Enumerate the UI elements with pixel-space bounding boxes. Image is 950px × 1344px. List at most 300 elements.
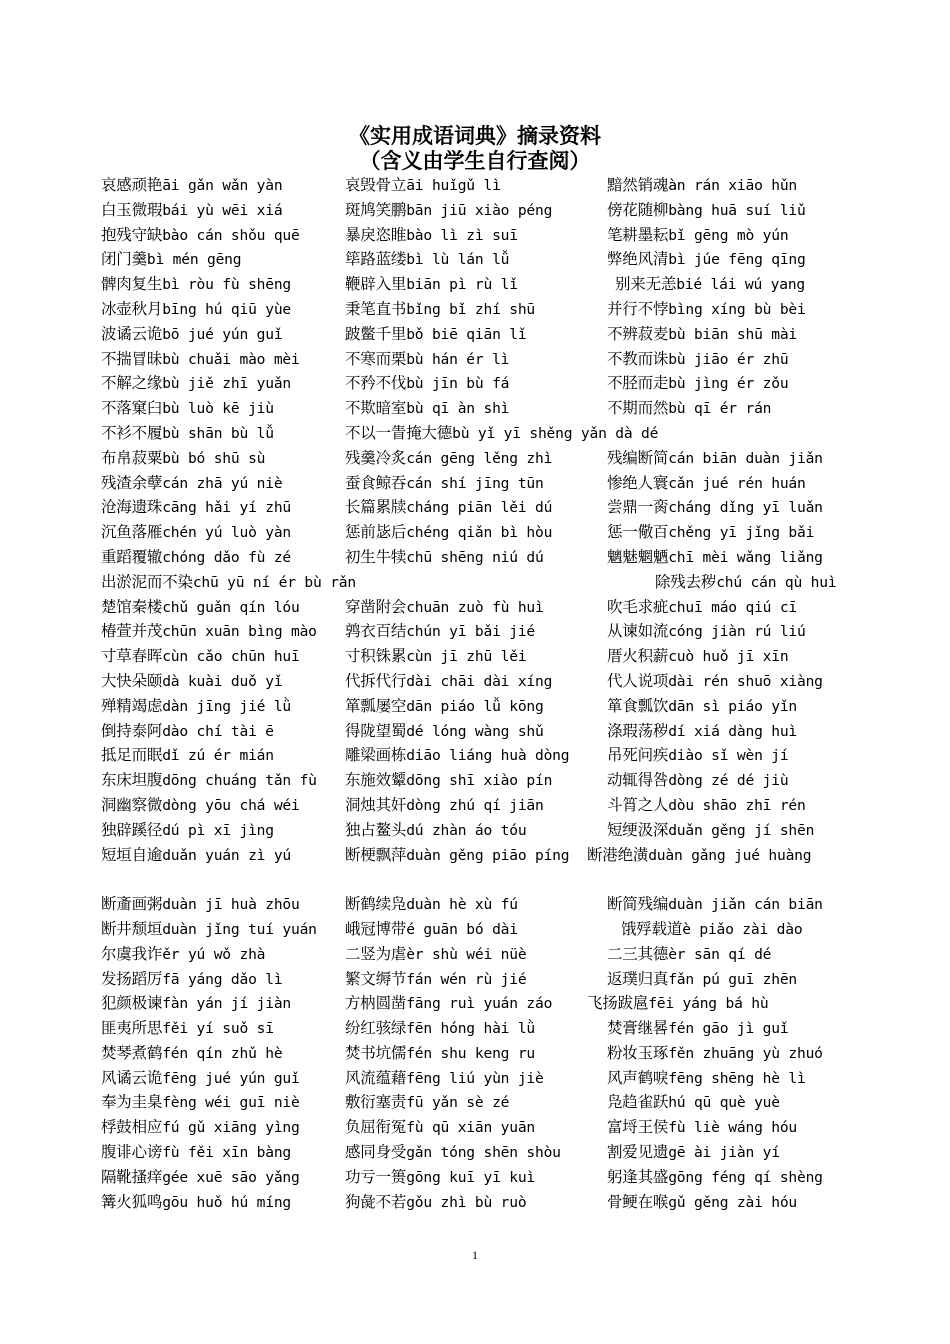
pinyin-text: bù hán ér lì (406, 350, 510, 368)
idiom-entry (345, 694, 544, 720)
pinyin-text: cán gēng lěng zhì (406, 449, 553, 467)
idiom-entry (345, 892, 518, 918)
idiom-text: 跛鳖千里 (345, 324, 407, 343)
idiom-entry (101, 347, 300, 373)
idiom-row (101, 619, 881, 644)
pinyin-text: chóng dǎo fù zé (162, 548, 291, 566)
pinyin-text: bīng hú qiū yùe (162, 300, 291, 318)
idiom-row (101, 347, 881, 372)
idiom-text: 风流蕴藉 (345, 1068, 407, 1087)
idiom-row (101, 247, 881, 272)
pinyin-text: cùn cǎo chūn huī (162, 648, 300, 666)
idiom-text: 布帛菽粟 (101, 448, 163, 467)
pinyin-text: dài rén shuō xiàng (668, 672, 823, 690)
idiom-text: 断港绝潢 (587, 845, 649, 864)
idiom-entry (607, 545, 823, 571)
idiom-text: 不胫而走 (607, 374, 669, 393)
pinyin-text: chéng qiǎn bì hòu (406, 524, 553, 542)
idiom-text: 断简残编 (607, 895, 669, 914)
pinyin-text: fèng wéi guī niè (162, 1094, 300, 1112)
pinyin-text: cóng jiàn rú liú (668, 623, 806, 641)
idiom-text: 二竖为虐 (345, 944, 407, 963)
pinyin-text: è piǎo zài dào (682, 920, 803, 938)
idiom-text: 不衫不履 (101, 423, 163, 442)
pinyin-text: gée xuē sāo yǎng (162, 1168, 300, 1186)
idiom-entry (607, 1115, 797, 1141)
pinyin-text: ěr yú wǒ zhà (162, 945, 266, 963)
idiom-text: 残羹冷炙 (345, 448, 407, 467)
idiom-text: 别来无恙 (615, 275, 677, 294)
idiom-text: 重蹈覆辙 (101, 547, 163, 566)
idiom-text: 不以一眚掩大德 (345, 423, 453, 442)
idiom-entry (101, 991, 291, 1017)
pinyin-text: bù qī ér rán (668, 400, 772, 418)
pinyin-text: chuī máo qiú cī (668, 598, 797, 616)
idiom-text: 涤瑕荡秽 (607, 721, 669, 740)
idiom-entry (345, 991, 552, 1017)
idiom-row (101, 272, 881, 297)
idiom-row (101, 173, 881, 198)
idiom-entry (101, 619, 317, 645)
idiom-entry (607, 694, 797, 720)
idiom-row (101, 1016, 881, 1041)
pinyin-text: fù fěi xīn bàng (162, 1144, 291, 1162)
idiom-entry (607, 644, 788, 670)
idiom-entry (345, 347, 509, 373)
idiom-entry (607, 1016, 788, 1042)
idiom-text: 残渣余孽 (101, 473, 163, 492)
idiom-entry (345, 768, 552, 794)
idiom-text: 断齑画粥 (101, 895, 163, 914)
idiom-entry (101, 297, 291, 323)
idiom-entry (101, 1165, 300, 1191)
idiom-row (101, 1066, 881, 1091)
pinyin-text: dān piáo lǚ kōng (406, 697, 544, 715)
idiom-entry (587, 991, 768, 1017)
pinyin-text: bō jué yún guǐ (162, 325, 283, 343)
pinyin-text: fēng shēng hè lì (668, 1069, 806, 1087)
idiom-entry (101, 520, 291, 546)
pinyin-text: bù jìng ér zǒu (668, 375, 789, 393)
idiom-text: 犯颜极谏 (101, 994, 163, 1013)
pinyin-text: fěn zhuāng yù zhuó (668, 1044, 823, 1062)
idiom-text: 断梗飘萍 (345, 845, 407, 864)
idiom-text: 倒持泰阿 (101, 721, 163, 740)
idiom-row (101, 495, 881, 520)
idiom-row (101, 322, 881, 347)
idiom-entry (101, 694, 291, 720)
idiom-text: 隔靴搔痒 (101, 1167, 163, 1186)
idiom-entry (101, 1190, 291, 1216)
pinyin-text: fēn hóng hài lǜ (406, 1020, 535, 1038)
pinyin-text: fā yáng dǎo lì (162, 970, 283, 988)
pinyin-text: dǐ zú ér mián (162, 747, 274, 765)
idiom-text: 割爱见遗 (607, 1143, 669, 1162)
page-number: 1 (472, 1248, 478, 1262)
idiom-entry (345, 669, 552, 695)
idiom-text: 秉笔直书 (345, 299, 407, 318)
idiom-text: 厝火积薪 (607, 647, 669, 666)
idiom-text: 断鹤续凫 (345, 895, 407, 914)
idiom-text: 不教而诛 (607, 349, 669, 368)
idiom-row (101, 396, 881, 421)
pinyin-text: biān pì rù lǐ (406, 276, 518, 294)
idiom-text: 桴鼓相应 (101, 1118, 163, 1137)
idiom-row (101, 545, 881, 570)
idiom-row (101, 1140, 881, 1165)
idiom-text: 髀肉复生 (101, 275, 163, 294)
pinyin-text: bù yǐ yī shěng yǎn dà dé (452, 424, 659, 442)
pinyin-text: gōng kuī yī kuì (406, 1168, 535, 1186)
idiom-row (101, 198, 881, 223)
idiom-text: 不落窠臼 (101, 399, 163, 418)
idiom-entry (101, 471, 282, 497)
idiom-text: 方枘圆凿 (345, 994, 407, 1013)
idiom-entry (607, 223, 788, 249)
idiom-entry (101, 272, 291, 298)
idiom-entry (345, 743, 569, 769)
idiom-entry (345, 446, 552, 472)
idiom-entry (101, 1140, 291, 1166)
idiom-row (101, 694, 881, 719)
idiom-entry (101, 1090, 300, 1116)
idiom-entry (345, 967, 526, 993)
idiom-text: 惩一儆百 (607, 523, 669, 542)
idiom-text: 短绠汲深 (607, 820, 669, 839)
pinyin-text: dào chí tài ē (162, 722, 274, 740)
idiom-entry (607, 595, 797, 621)
pinyin-text: gǔ gěng zài hóu (668, 1193, 797, 1211)
idiom-entry (345, 942, 526, 968)
idiom-text: 吊死问疾 (607, 746, 669, 765)
pinyin-text: dān sì piáo yǐn (668, 697, 797, 715)
idiom-row (101, 595, 881, 620)
idiom-text: 从谏如流 (607, 622, 669, 641)
idiom-entry (655, 570, 836, 596)
idiom-entry (607, 967, 797, 993)
pinyin-text: bù qī àn shì (406, 400, 510, 418)
pinyin-text: chén yú luò yàn (162, 524, 291, 542)
idiom-text: 哀毁骨立 (345, 176, 407, 194)
pinyin-text: fēng liú yùn jiè (406, 1069, 544, 1087)
idiom-entry (345, 247, 509, 273)
pinyin-text: cán shí jīng tūn (406, 474, 544, 492)
idiom-entry (607, 371, 788, 397)
pinyin-text: fén qín zhǔ hè (162, 1044, 283, 1062)
pinyin-text: bào cán shǒu quē (162, 226, 300, 244)
idiom-entry (101, 669, 282, 695)
idiom-row (101, 297, 881, 322)
pinyin-text: duǎn yuán zì yú (162, 846, 291, 864)
idiom-text: 洞烛其奸 (345, 795, 407, 814)
pinyin-text: chěng yī jǐng bǎi (668, 524, 815, 542)
idiom-entry (607, 818, 814, 844)
idiom-text: 寸草春晖 (101, 647, 163, 666)
idiom-text: 沉鱼落雁 (101, 523, 163, 542)
idiom-text: 寸积铢累 (345, 647, 407, 666)
idiom-row (101, 991, 881, 1016)
pinyin-text: bì lù lán lǚ (406, 251, 510, 269)
document-subtitle: （含义由学生自行查阅） (359, 148, 591, 173)
idiom-entry (345, 1115, 535, 1141)
idiom-entry (607, 669, 823, 695)
idiom-entry (345, 1041, 535, 1067)
pinyin-text: cāng hǎi yí zhū (162, 499, 291, 517)
pinyin-text: fǎn pú guī zhēn (668, 970, 797, 988)
pinyin-text: āi huǐgǔ lì (406, 177, 501, 194)
idiom-row (101, 223, 881, 248)
pinyin-text: gōu huǒ hú míng (162, 1193, 291, 1211)
idiom-text: 斗筲之人 (607, 795, 669, 814)
idiom-entry (607, 793, 806, 819)
pinyin-text: chún yī bǎi jié (406, 623, 535, 641)
pinyin-text: āi gǎn wǎn yàn (162, 177, 283, 194)
idiom-entry (607, 347, 788, 373)
idiom-entry (345, 644, 526, 670)
pinyin-text: gē ài jiàn yí (668, 1144, 780, 1162)
idiom-entry (345, 297, 535, 323)
pinyin-text: cǎn jué rén huán (668, 474, 806, 492)
pinyin-text: bǒ biē qiān lǐ (406, 325, 527, 343)
idiom-entry (607, 942, 771, 968)
idiom-text: 纷红骇绿 (345, 1019, 407, 1038)
idiom-row (101, 669, 881, 694)
idiom-entry (607, 247, 806, 273)
pinyin-text: bié lái wú yang (676, 276, 805, 294)
idiom-text: 鞭辟入里 (345, 275, 407, 294)
idiom-text: 风谲云诡 (101, 1068, 163, 1087)
idiom-text: 抵足而眠 (101, 746, 163, 765)
idiom-entry (607, 1090, 780, 1116)
pinyin-text: bù jiě zhī yuǎn (162, 375, 291, 393)
idiom-row (101, 471, 881, 496)
idiom-text: 独辟蹊径 (101, 820, 163, 839)
pinyin-text: bǐ gēng mò yún (668, 226, 789, 244)
pinyin-text: fāng ruì yuán záo (406, 995, 553, 1013)
idiom-entry (101, 223, 300, 249)
idiom-text: 峨冠博带 (345, 919, 407, 938)
idiom-entry (101, 793, 300, 819)
idiom-text: 箪食瓢饮 (607, 696, 669, 715)
pinyin-text: bì ròu fù shēng (162, 276, 291, 294)
idiom-entry (621, 917, 802, 943)
idiom-text: 洞幽察微 (101, 795, 163, 814)
idiom-entry (345, 396, 509, 422)
pinyin-text: diāo liáng huà dòng (406, 747, 570, 765)
idiom-entry (615, 272, 805, 298)
idiom-text: 尔虞我诈 (101, 944, 163, 963)
pinyin-text: fū yǎn sè zé (406, 1094, 510, 1112)
idiom-entry (607, 495, 823, 521)
idiom-row (101, 520, 881, 545)
idiom-text: 蚕食鲸吞 (345, 473, 407, 492)
pinyin-text: dú pì xī jìng (162, 821, 274, 839)
pinyin-text: fú gǔ xiāng yìng (162, 1119, 300, 1137)
idiom-entry (607, 768, 788, 794)
idiom-entry (101, 595, 300, 621)
idiom-text: 残编断简 (607, 448, 669, 467)
pinyin-text: diào sǐ wèn jí (668, 747, 789, 765)
idiom-entry (101, 446, 265, 472)
pinyin-text: bù jiāo ér zhū (668, 350, 789, 368)
idiom-entry (587, 843, 881, 869)
idiom-entry (101, 1016, 274, 1042)
idiom-row (101, 644, 881, 669)
idiom-entry (101, 247, 241, 273)
idiom-entry (607, 297, 806, 323)
idiom-text: 风声鹤唳 (607, 1068, 669, 1087)
idiom-text: 返璞归真 (607, 969, 669, 988)
idiom-entry (607, 1140, 780, 1166)
idiom-entry (607, 471, 806, 497)
pinyin-text: chū yū ní ér bù rǎn (192, 573, 356, 591)
idiom-entry (607, 520, 814, 546)
pinyin-text: bìng xíng bù bèi (668, 300, 806, 318)
idiom-entry (101, 1115, 300, 1141)
idiom-row (101, 768, 881, 793)
idiom-text: 不寒而栗 (345, 349, 407, 368)
pinyin-text: bān jiū xiào péng (406, 201, 553, 219)
idiom-text: 雕梁画栋 (345, 746, 407, 765)
idiom-row (101, 843, 881, 893)
pinyin-text: chǔ guǎn qín lóu (162, 598, 300, 616)
idiom-row (101, 793, 881, 818)
pinyin-text: cùn jī zhū lěi (406, 648, 527, 666)
pinyin-text: fù liè wáng hóu (668, 1119, 797, 1137)
idiom-text: 匪夷所思 (101, 1019, 163, 1038)
pinyin-text: chū shēng niú dú (406, 548, 544, 566)
idiom-entry (345, 1090, 509, 1116)
idiom-entry (345, 173, 501, 199)
idiom-entry (345, 371, 509, 397)
idiom-text: 楚馆秦楼 (101, 597, 163, 616)
pinyin-text: cháng dǐng yī luǎn (668, 499, 823, 517)
idiom-entry (607, 892, 823, 918)
idiom-text: 抱残守缺 (101, 225, 163, 244)
pinyin-text: gǒu zhì bù ruò (406, 1193, 527, 1211)
idiom-text: 东床坦腹 (101, 771, 163, 790)
idiom-text: 除残去秽 (655, 572, 717, 591)
idiom-text: 白玉微瑕 (101, 200, 163, 219)
idiom-entry (345, 595, 544, 621)
idiom-entry (101, 917, 317, 943)
idiom-row (101, 917, 881, 942)
idiom-text: 凫趋雀跃 (607, 1093, 669, 1112)
idiom-entry (101, 198, 282, 224)
pinyin-text: fěi yí suǒ sī (162, 1020, 274, 1038)
idiom-text: 不欺暗室 (345, 399, 407, 418)
pinyin-text: fù qū xiān yuān (406, 1119, 535, 1137)
pinyin-text: cán zhā yú niè (162, 474, 283, 492)
idiom-text: 东施效颦 (345, 771, 407, 790)
pinyin-text: cháng piān lěi dú (406, 499, 553, 517)
idiom-text: 长篇累牍 (345, 498, 407, 517)
pinyin-text: dàn jīng jié lǜ (162, 697, 291, 715)
pinyin-text: gǎn tóng shēn shòu (406, 1144, 561, 1162)
idiom-entry (607, 619, 806, 645)
pinyin-text: dé lóng wàng shǔ (406, 722, 544, 740)
idiom-row (101, 719, 881, 744)
idiom-entry (607, 1066, 806, 1092)
pinyin-text: dōng shī xiào pín (406, 772, 553, 790)
idiom-entry (101, 942, 265, 968)
pinyin-text: duàn jǐng tuí yuán (162, 920, 317, 938)
pinyin-text: bù bó shū sù (162, 449, 266, 467)
idiom-text: 奉为圭臬 (101, 1093, 163, 1112)
idiom-text: 独占鳌头 (345, 820, 407, 839)
idiom-text: 腹诽心谤 (101, 1143, 163, 1162)
pinyin-text: duàn gěng piāo píng (406, 846, 570, 864)
idiom-row (101, 967, 881, 992)
pinyin-text: cán biān duàn jiǎn (668, 449, 823, 467)
idiom-entry (345, 545, 544, 571)
idiom-entry (101, 173, 282, 199)
idiom-entry (345, 198, 552, 224)
idiom-text: 躬逢其盛 (607, 1167, 669, 1186)
idiom-text: 焚膏继晷 (607, 1019, 669, 1038)
idiom-entry (345, 1190, 526, 1216)
pinyin-text: dí xiá dàng huì (668, 722, 797, 740)
idiom-text: 箪瓢屡空 (345, 696, 407, 715)
pinyin-text: gōng féng qí shèng (668, 1168, 823, 1186)
idiom-entry (607, 322, 797, 348)
idiom-entry (607, 743, 788, 769)
pinyin-text: bào lì zì suī (406, 226, 518, 244)
idiom-entry (101, 570, 356, 596)
idiom-text: 沧海遗珠 (101, 498, 163, 517)
idiom-text: 并行不悖 (607, 299, 669, 318)
idiom-text: 不揣冒昧 (101, 349, 163, 368)
idiom-row (101, 1190, 881, 1215)
pinyin-text: chūn xuān bìng mào (162, 623, 317, 641)
pinyin-text: dòu shāo zhī rén (668, 796, 806, 814)
pinyin-text: bì júe fēng qīng (668, 251, 806, 269)
idiom-entry (101, 1066, 300, 1092)
idiom-entry (607, 446, 823, 472)
idiom-entry (345, 421, 658, 447)
idiom-row (101, 421, 881, 446)
idiom-entry (607, 1041, 823, 1067)
idiom-text: 殚精竭虑 (101, 696, 163, 715)
idiom-row (101, 942, 881, 967)
idiom-text: 篝火狐鸣 (101, 1192, 163, 1211)
idiom-text: 斑鸠笑鹏 (345, 200, 407, 219)
idiom-entry (607, 173, 797, 199)
pinyin-text: àn rán xiāo hǔn (668, 177, 797, 194)
pinyin-text: duǎn gěng jí shēn (668, 821, 815, 839)
idiom-row (101, 570, 881, 595)
idiom-entry (607, 198, 806, 224)
idiom-entry (101, 421, 274, 447)
idiom-text: 断井颓垣 (101, 919, 163, 938)
idiom-row (101, 371, 881, 396)
idiom-entry (101, 743, 274, 769)
pinyin-text: fēi yáng bá hù (648, 995, 769, 1013)
idiom-entry (101, 545, 291, 571)
pinyin-text: hú qū què yuè (668, 1094, 780, 1112)
idiom-row (101, 446, 881, 471)
pinyin-text: bù chuǎi mào mèi (162, 350, 300, 368)
idiom-text: 傍花随柳 (607, 200, 669, 219)
pinyin-text: duàn jī huà zhōu (162, 896, 300, 914)
idiom-text: 暴戾恣睢 (345, 225, 407, 244)
idiom-entry (345, 793, 544, 819)
idiom-text: 飞扬跋扈 (587, 994, 649, 1013)
pinyin-text: fēng jué yún guǐ (162, 1069, 300, 1087)
idiom-row (101, 1090, 881, 1115)
idiom-text: 动辄得咎 (607, 771, 669, 790)
idiom-text: 焚琴煮鹤 (101, 1043, 163, 1062)
